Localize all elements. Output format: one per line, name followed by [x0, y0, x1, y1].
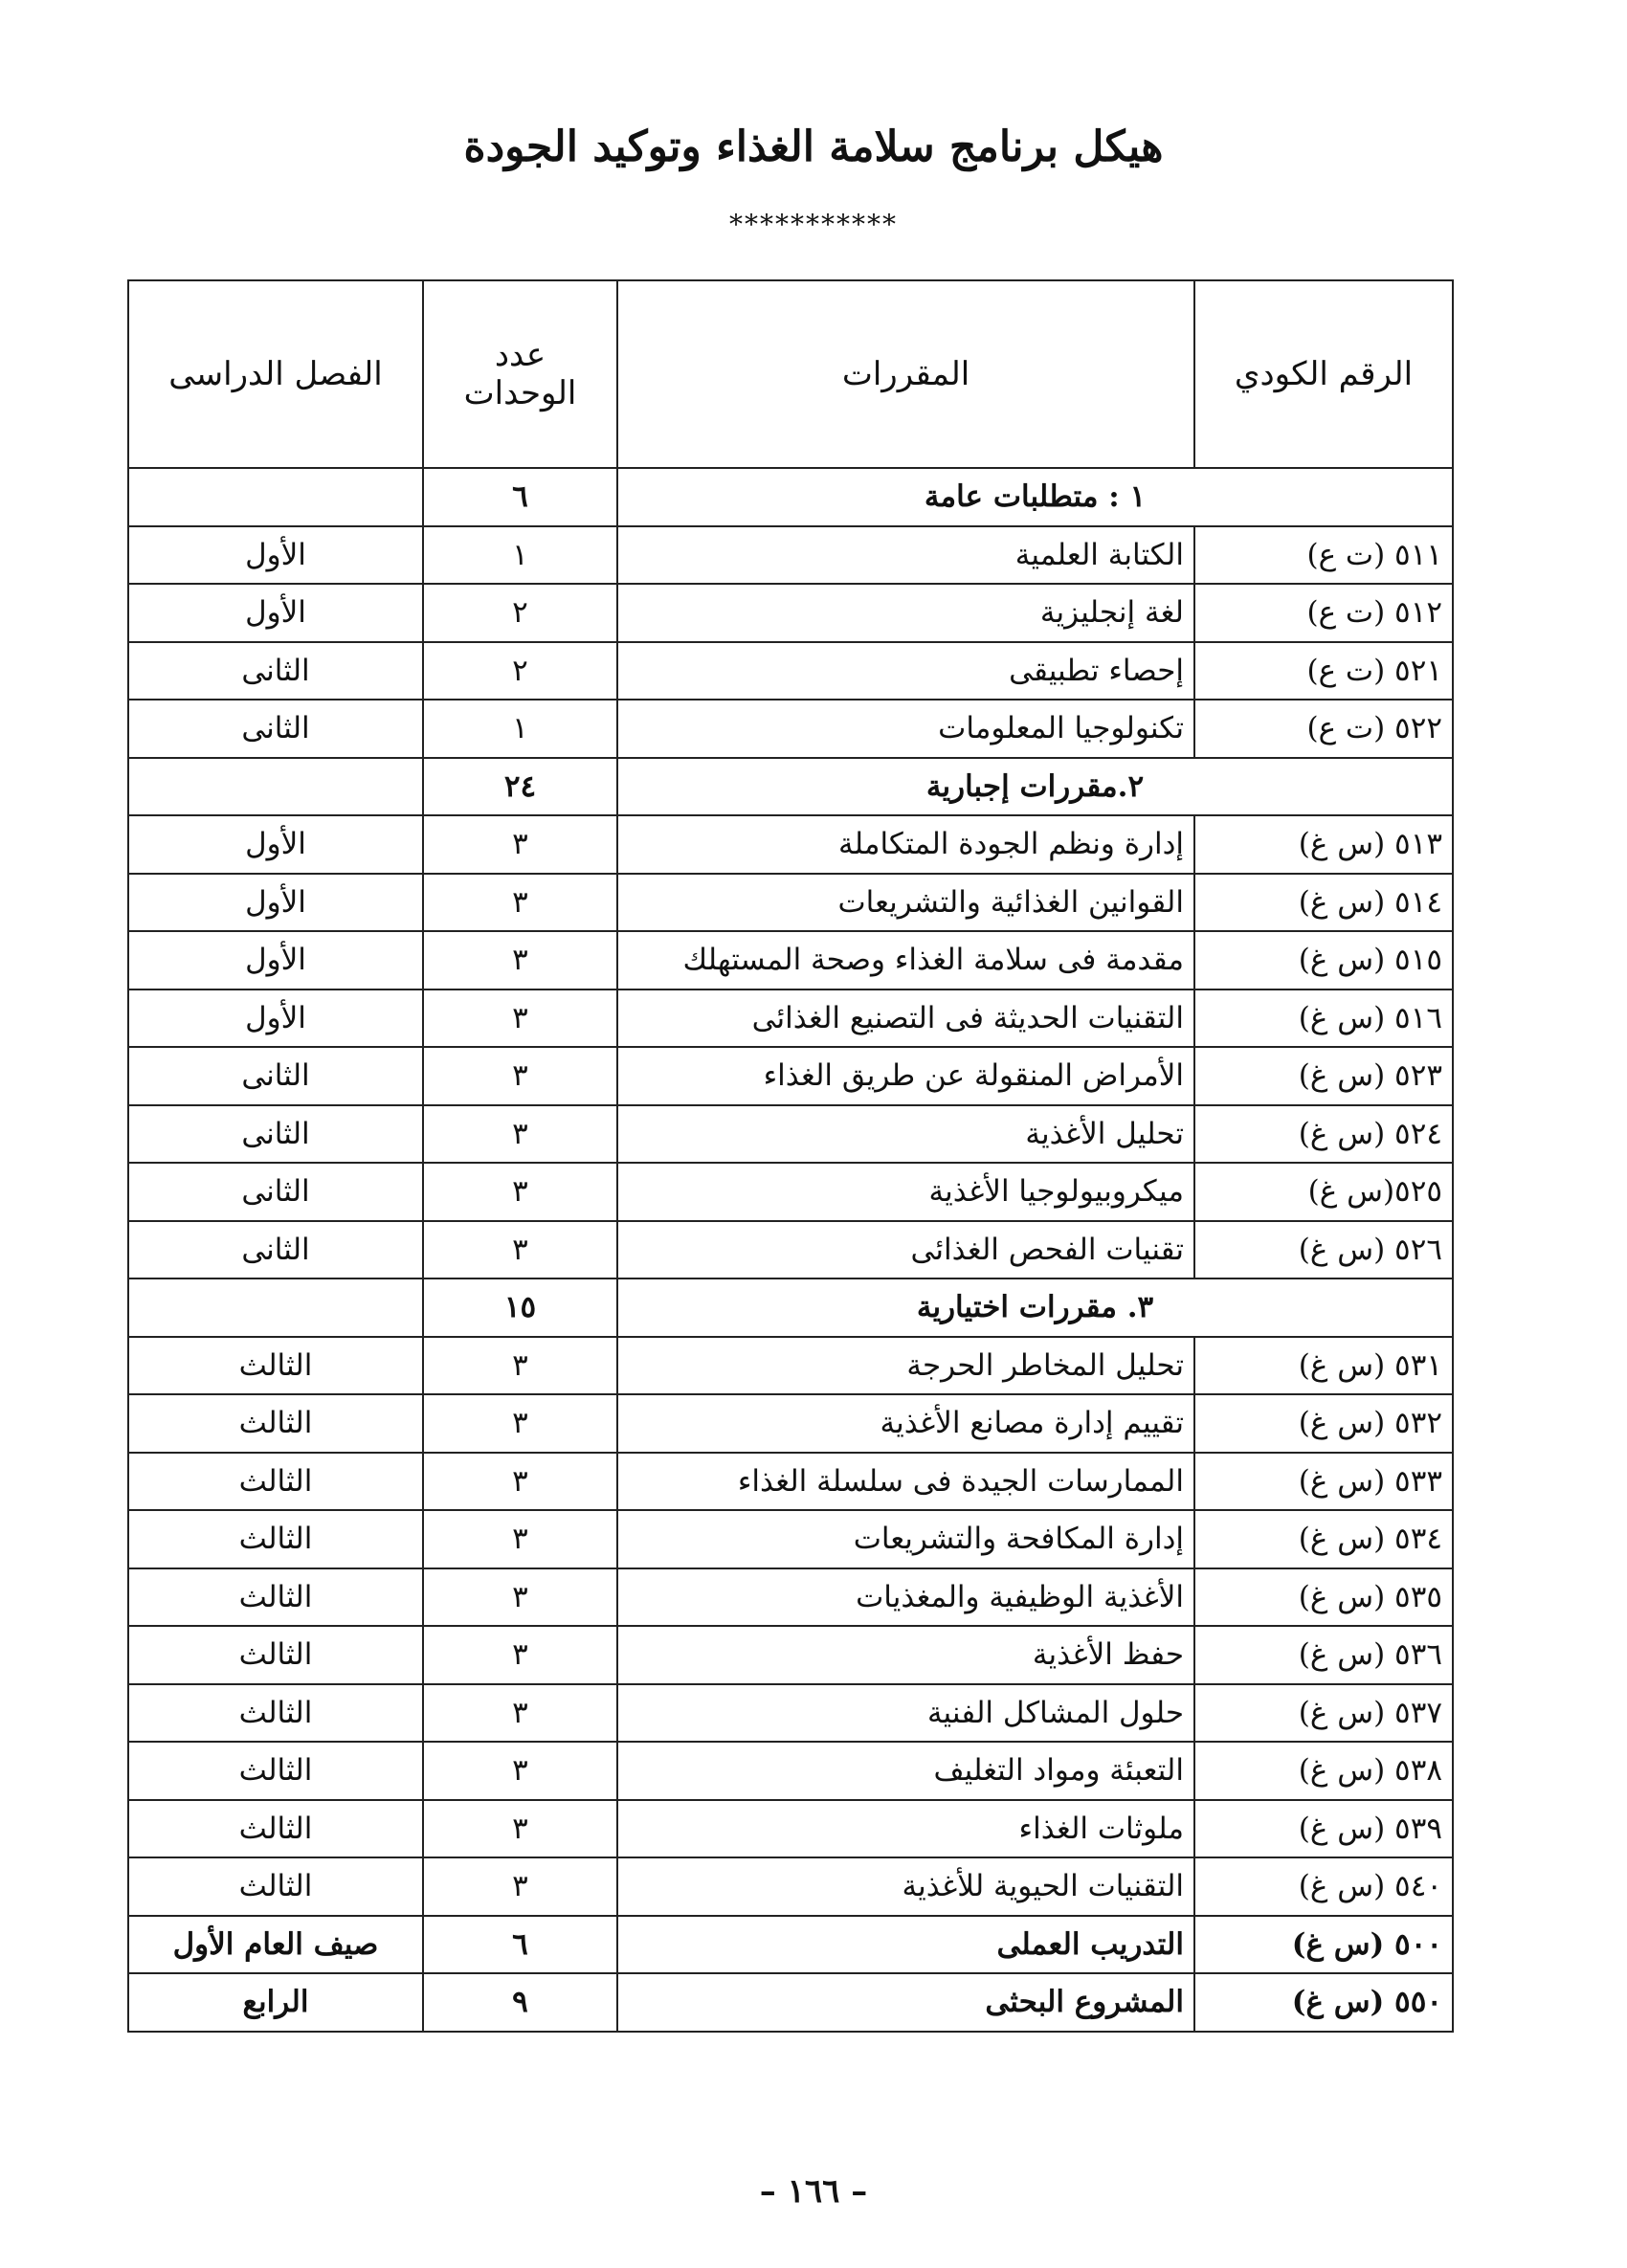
course-semester: صيف العام الأول — [128, 1916, 423, 1974]
course-units: ٣ — [423, 1394, 617, 1453]
table-row — [128, 1453, 1453, 1511]
course-semester: الأول — [128, 526, 423, 585]
table-row — [128, 700, 1453, 758]
course-semester: الثانى — [128, 1163, 423, 1221]
course-code: ٥٣٦ (س غ) — [1194, 1626, 1453, 1684]
course-units: ٣ — [423, 1510, 617, 1568]
course-name: حلول المشاكل الفنية — [617, 1684, 1194, 1743]
course-semester: الرابع — [128, 1973, 423, 2032]
table-row — [128, 1337, 1453, 1395]
course-units: ٣ — [423, 989, 617, 1048]
section-row — [128, 758, 1453, 816]
course-semester: الأول — [128, 874, 423, 932]
table-row — [128, 1568, 1453, 1627]
course-name: ميكروبيولوجيا الأغذية — [617, 1163, 1194, 1221]
course-name: التقنيات الحيوية للأغذية — [617, 1857, 1194, 1916]
course-code: ٥٣٤ (س غ) — [1194, 1510, 1453, 1568]
course-code: ٥٣٢ (س غ) — [1194, 1394, 1453, 1453]
course-code: ٥١٦ (س غ) — [1194, 989, 1453, 1048]
course-units: ٣ — [423, 1857, 617, 1916]
table-body — [128, 468, 1453, 2032]
table-header-row — [128, 280, 1453, 468]
course-name: الأغذية الوظيفية والمغذيات — [617, 1568, 1194, 1627]
course-units: ٣ — [423, 874, 617, 932]
section-units: ١٥ — [423, 1279, 617, 1337]
course-name: الأمراض المنقولة عن طريق الغذاء — [617, 1047, 1194, 1105]
title-separator: *********** — [729, 209, 898, 240]
course-semester: الثالث — [128, 1857, 423, 1916]
course-units: ٣ — [423, 1047, 617, 1105]
course-code: ٥٣٣ (س غ) — [1194, 1453, 1453, 1511]
course-name: تقنيات الفحص الغذائى — [617, 1221, 1194, 1279]
course-name: الممارسات الجيدة فى سلسلة الغذاء — [617, 1453, 1194, 1511]
course-units: ٣ — [423, 931, 617, 989]
table-row — [128, 1221, 1453, 1279]
course-semester: الأول — [128, 815, 423, 874]
table-row — [128, 1394, 1453, 1453]
table-row — [128, 1742, 1453, 1800]
course-semester: الثانى — [128, 642, 423, 700]
table-row — [128, 1047, 1453, 1105]
course-semester: الثالث — [128, 1510, 423, 1568]
table-row — [128, 815, 1453, 874]
course-code: ٥٢٤ (س غ) — [1194, 1105, 1453, 1164]
course-code: ٥١٢ (ت ع) — [1194, 584, 1453, 642]
course-name: ملوثات الغذاء — [617, 1800, 1194, 1858]
course-name: إحصاء تطبيقى — [617, 642, 1194, 700]
section-row — [128, 1279, 1453, 1337]
course-semester: الأول — [128, 989, 423, 1048]
course-units: ١ — [423, 700, 617, 758]
course-units: ٣ — [423, 1163, 617, 1221]
course-code: ٥٢٦ (س غ) — [1194, 1221, 1453, 1279]
section-title: ٣. مقررات اختيارية — [617, 1279, 1453, 1337]
course-name: إدارة المكافحة والتشريعات — [617, 1510, 1194, 1568]
course-name: التقنيات الحديثة فى التصنيع الغذائى — [617, 989, 1194, 1048]
course-semester: الثانى — [128, 700, 423, 758]
course-name: إدارة ونظم الجودة المتكاملة — [617, 815, 1194, 874]
course-units: ٣ — [423, 1742, 617, 1800]
course-units: ٦ — [423, 1916, 617, 1974]
section-title: ١ : متطلبات عامة — [617, 468, 1453, 526]
course-semester: الثالث — [128, 1800, 423, 1858]
course-semester: الأول — [128, 931, 423, 989]
table-row — [128, 1973, 1453, 2032]
course-units: ٣ — [423, 815, 617, 874]
course-semester: الثانى — [128, 1221, 423, 1279]
course-code: ٥٣٧ (س غ) — [1194, 1684, 1453, 1743]
course-name: التدريب العملى — [617, 1916, 1194, 1974]
course-code: ٥٥٠ (س غ) — [1194, 1973, 1453, 2032]
course-name: تكنولوجيا المعلومات — [617, 700, 1194, 758]
course-semester: الثالث — [128, 1568, 423, 1627]
course-name: لغة إنجليزية — [617, 584, 1194, 642]
section-units: ٢٤ — [423, 758, 617, 816]
course-code: ٥٣٨ (س غ) — [1194, 1742, 1453, 1800]
course-semester: الثالث — [128, 1453, 423, 1511]
table-row — [128, 1684, 1453, 1743]
course-units: ٣ — [423, 1568, 617, 1627]
table-row — [128, 1163, 1453, 1221]
course-code: ٥١٣ (س غ) — [1194, 815, 1453, 874]
course-code: ٥٣٥ (س غ) — [1194, 1568, 1453, 1627]
course-code: ٥٢٢ (ت ع) — [1194, 700, 1453, 758]
course-name: تحليل المخاطر الحرجة — [617, 1337, 1194, 1395]
course-code: ٥٢٥(س غ) — [1194, 1163, 1453, 1221]
course-name: مقدمة فى سلامة الغذاء وصحة المستهلك — [617, 931, 1194, 989]
course-units: ٩ — [423, 1973, 617, 2032]
header-units: عدد الوحدات — [423, 280, 617, 468]
course-semester: الثالث — [128, 1337, 423, 1395]
course-semester: الثالث — [128, 1742, 423, 1800]
course-semester: الثالث — [128, 1394, 423, 1453]
table-row — [128, 584, 1453, 642]
course-units: ٣ — [423, 1105, 617, 1164]
course-name: المشروع البحثى — [617, 1973, 1194, 2032]
course-units: ٣ — [423, 1626, 617, 1684]
section-semester-empty — [128, 758, 423, 816]
course-units: ٣ — [423, 1221, 617, 1279]
course-semester: الأول — [128, 584, 423, 642]
course-name: تقييم إدارة مصانع الأغذية — [617, 1394, 1194, 1453]
table-row — [128, 1105, 1453, 1164]
document-title: هيكل برنامج سلامة الغذاء وتوكيد الجودة — [463, 122, 1164, 171]
header-code: الرقم الكودي — [1194, 280, 1453, 468]
table-row — [128, 1857, 1453, 1916]
section-units: ٦ — [423, 468, 617, 526]
section-semester-empty — [128, 1279, 423, 1337]
course-code: ٥٢٣ (س غ) — [1194, 1047, 1453, 1105]
course-units: ١ — [423, 526, 617, 585]
header-courses: المقررات — [617, 280, 1194, 468]
section-row — [128, 468, 1453, 526]
course-units: ٣ — [423, 1453, 617, 1511]
course-code: ٥٢١ (ت ع) — [1194, 642, 1453, 700]
section-semester-empty — [128, 468, 423, 526]
course-units: ٣ — [423, 1800, 617, 1858]
course-name: التعبئة ومواد التغليف — [617, 1742, 1194, 1800]
course-units: ٣ — [423, 1337, 617, 1395]
course-semester: الثانى — [128, 1105, 423, 1164]
course-semester: الثانى — [128, 1047, 423, 1105]
table-row — [128, 989, 1453, 1048]
course-units: ٢ — [423, 584, 617, 642]
program-structure-table — [127, 279, 1454, 2033]
page-number: – ١٦٦ – — [759, 2172, 868, 2211]
course-semester: الثالث — [128, 1626, 423, 1684]
course-name: تحليل الأغذية — [617, 1105, 1194, 1164]
course-name: الكتابة العلمية — [617, 526, 1194, 585]
table-row — [128, 526, 1453, 585]
course-semester: الثالث — [128, 1684, 423, 1743]
course-code: ٥١٥ (س غ) — [1194, 931, 1453, 989]
table-row — [128, 931, 1453, 989]
course-name: القوانين الغذائية والتشريعات — [617, 874, 1194, 932]
course-code: ٥٣١ (س غ) — [1194, 1337, 1453, 1395]
table-row — [128, 1510, 1453, 1568]
course-code: ٥١٤ (س غ) — [1194, 874, 1453, 932]
course-code: ٥٠٠ (س غ) — [1194, 1916, 1453, 1974]
course-units: ٢ — [423, 642, 617, 700]
table-row — [128, 874, 1453, 932]
table-row — [128, 1626, 1453, 1684]
course-code: ٥١١ (ت ع) — [1194, 526, 1453, 585]
course-code: ٥٤٠ (س غ) — [1194, 1857, 1453, 1916]
course-name: حفظ الأغذية — [617, 1626, 1194, 1684]
section-title: ٢.مقررات إجبارية — [617, 758, 1453, 816]
header-semester: الفصل الدراسى — [128, 280, 423, 468]
table-row — [128, 642, 1453, 700]
course-code: ٥٣٩ (س غ) — [1194, 1800, 1453, 1858]
course-units: ٣ — [423, 1684, 617, 1743]
table-row — [128, 1916, 1453, 1974]
table-row — [128, 1800, 1453, 1858]
